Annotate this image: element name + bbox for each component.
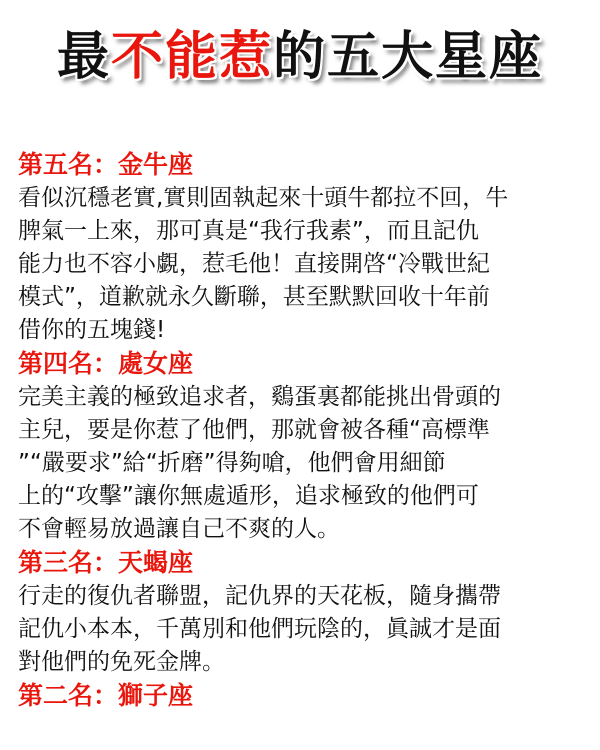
title-suffix: 的五大星座: [273, 27, 544, 87]
section-text: [18, 182, 588, 347]
text-line: 記仇小本本，千萬別和他們玩陰的，眞誠才是面: [18, 616, 501, 642]
section-heading: 第三名：天蝎座: [18, 548, 194, 577]
section-heading: 第二名：獅子座: [18, 681, 194, 710]
section-heading: 第五名：金牛座: [18, 150, 194, 179]
text-line: 看似沉穩老實,實則固執起來十頭牛都拉不回，牛: [18, 185, 509, 211]
section-text: [18, 381, 588, 546]
section-rank-3: [18, 546, 588, 679]
title-highlight: 不能惹: [110, 27, 273, 87]
page-title: [0, 22, 600, 92]
section-text: [18, 580, 588, 679]
text-line: 模式”，道歉就永久斷聯，甚至默默回收十年前: [18, 284, 490, 310]
title-prefix: 最: [56, 27, 111, 87]
text-line: 對他們的免死金牌。: [18, 649, 225, 675]
section-rank-4: [18, 347, 588, 546]
text-line: 主兒，要是你惹了他們，那就會被各種“高標準: [18, 417, 490, 443]
section-rank-2: [18, 679, 588, 713]
section-rank-5: [18, 148, 588, 347]
text-line: 行走的復仇者聯盟，記仇界的天花板，隨身攜帶: [18, 583, 501, 609]
section-heading: 第四名：處女座: [18, 349, 194, 378]
text-line: 借你的五塊錢!: [18, 317, 166, 343]
article-body: [18, 148, 588, 713]
text-line: 脾氣一上來，那可真是“我行我素”，而且記仇: [18, 218, 479, 244]
text-line: 能力也不容小覷，惹毛他！直接開啓“冷戰世紀: [18, 251, 490, 277]
text-line: ”“嚴要求”給“折磨”得夠嗆，他們會用細節: [18, 450, 446, 476]
text-line: 上的“攻擊”讓你無處遁形，追求極致的他們可: [18, 483, 479, 509]
text-line: 不會輕易放過讓自己不爽的人。: [18, 516, 340, 542]
text-line: 完美主義的極致追求者，鷄蛋裏都能挑出骨頭的: [18, 384, 501, 410]
